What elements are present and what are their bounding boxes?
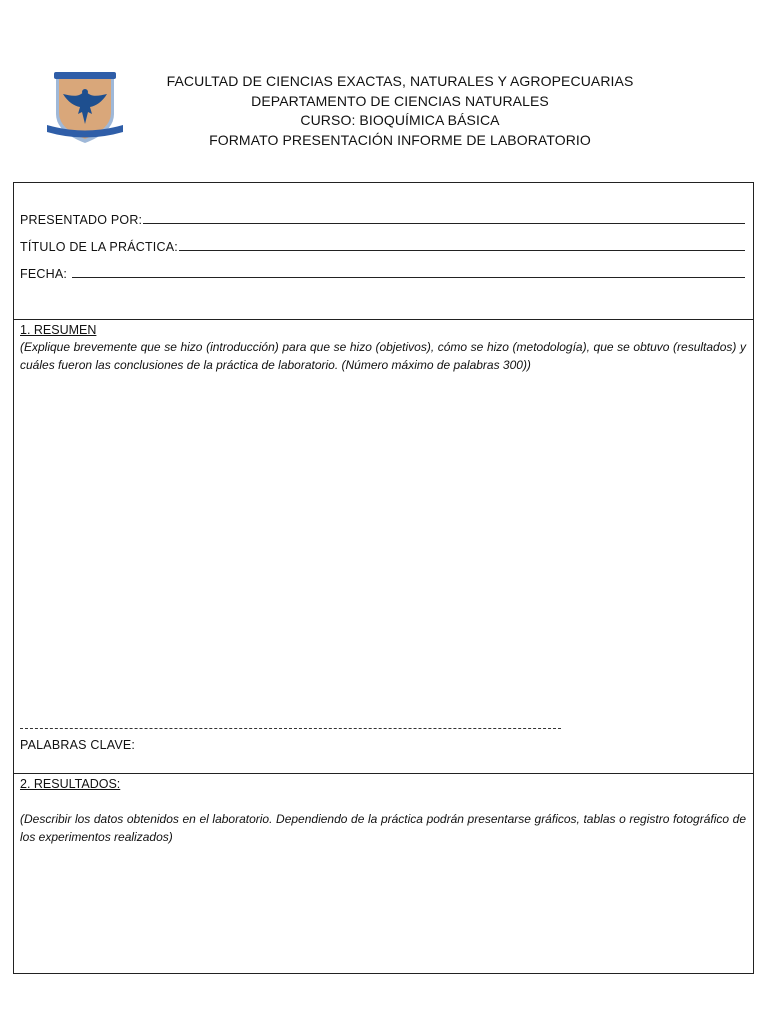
presentado-label: PRESENTADO POR: (20, 213, 143, 227)
resultados-description: (Describir los datos obtenidos en el laboratorio. Dependiendo de la práctica podrán presentarse gráficos, tablas o registro fotográfico de los experimentos realizados) (20, 812, 746, 844)
department-title: DEPARTAMENTO DE CIENCIAS NATURALES (251, 92, 549, 109)
faculty-title: FACULTAD DE CIENCIAS EXACTAS, NATURALES Y AGROPECUARIAS (166, 73, 634, 89)
university-shield-icon (44, 70, 126, 146)
header-title-block (130, 72, 670, 150)
format-title: FORMATO PRESENTACIÓN INFORME DE LABORATORIO (209, 131, 591, 148)
resultados-section[interactable] (14, 774, 753, 974)
university-logo (44, 70, 126, 146)
titulo-field[interactable] (20, 238, 745, 254)
fecha-label: FECHA: (20, 267, 68, 281)
fecha-field[interactable] (20, 265, 745, 281)
titulo-input-line[interactable] (179, 250, 745, 251)
info-section (14, 183, 753, 320)
resumen-section[interactable] (14, 320, 753, 774)
resumen-description: (Explique brevemente que se hizo (introducción) para que se hizo (objetivos), cómo se hizo (metodología), que se obtuvo (resultados) y cuáles fueron las conclusiones de la práctica de laboratorio. (Número máximo de palabras 300)) (20, 340, 746, 372)
separator-dashed-line (20, 728, 561, 729)
resumen-title: 1. RESUMEN (20, 323, 97, 337)
course-title: CURSO: BIOQUÍMICA BÁSICA (300, 112, 500, 128)
presentado-input-line[interactable] (143, 223, 745, 224)
document-header (0, 70, 768, 160)
keywords-label: PALABRAS CLAVE: (20, 738, 136, 752)
lab-report-form (13, 182, 754, 974)
resultados-title: 2. RESULTADOS: (20, 777, 121, 791)
presentado-field[interactable] (20, 211, 745, 227)
fecha-input-line[interactable] (72, 277, 745, 278)
titulo-label: TÍTULO DE LA PRÁCTICA: (20, 240, 178, 254)
